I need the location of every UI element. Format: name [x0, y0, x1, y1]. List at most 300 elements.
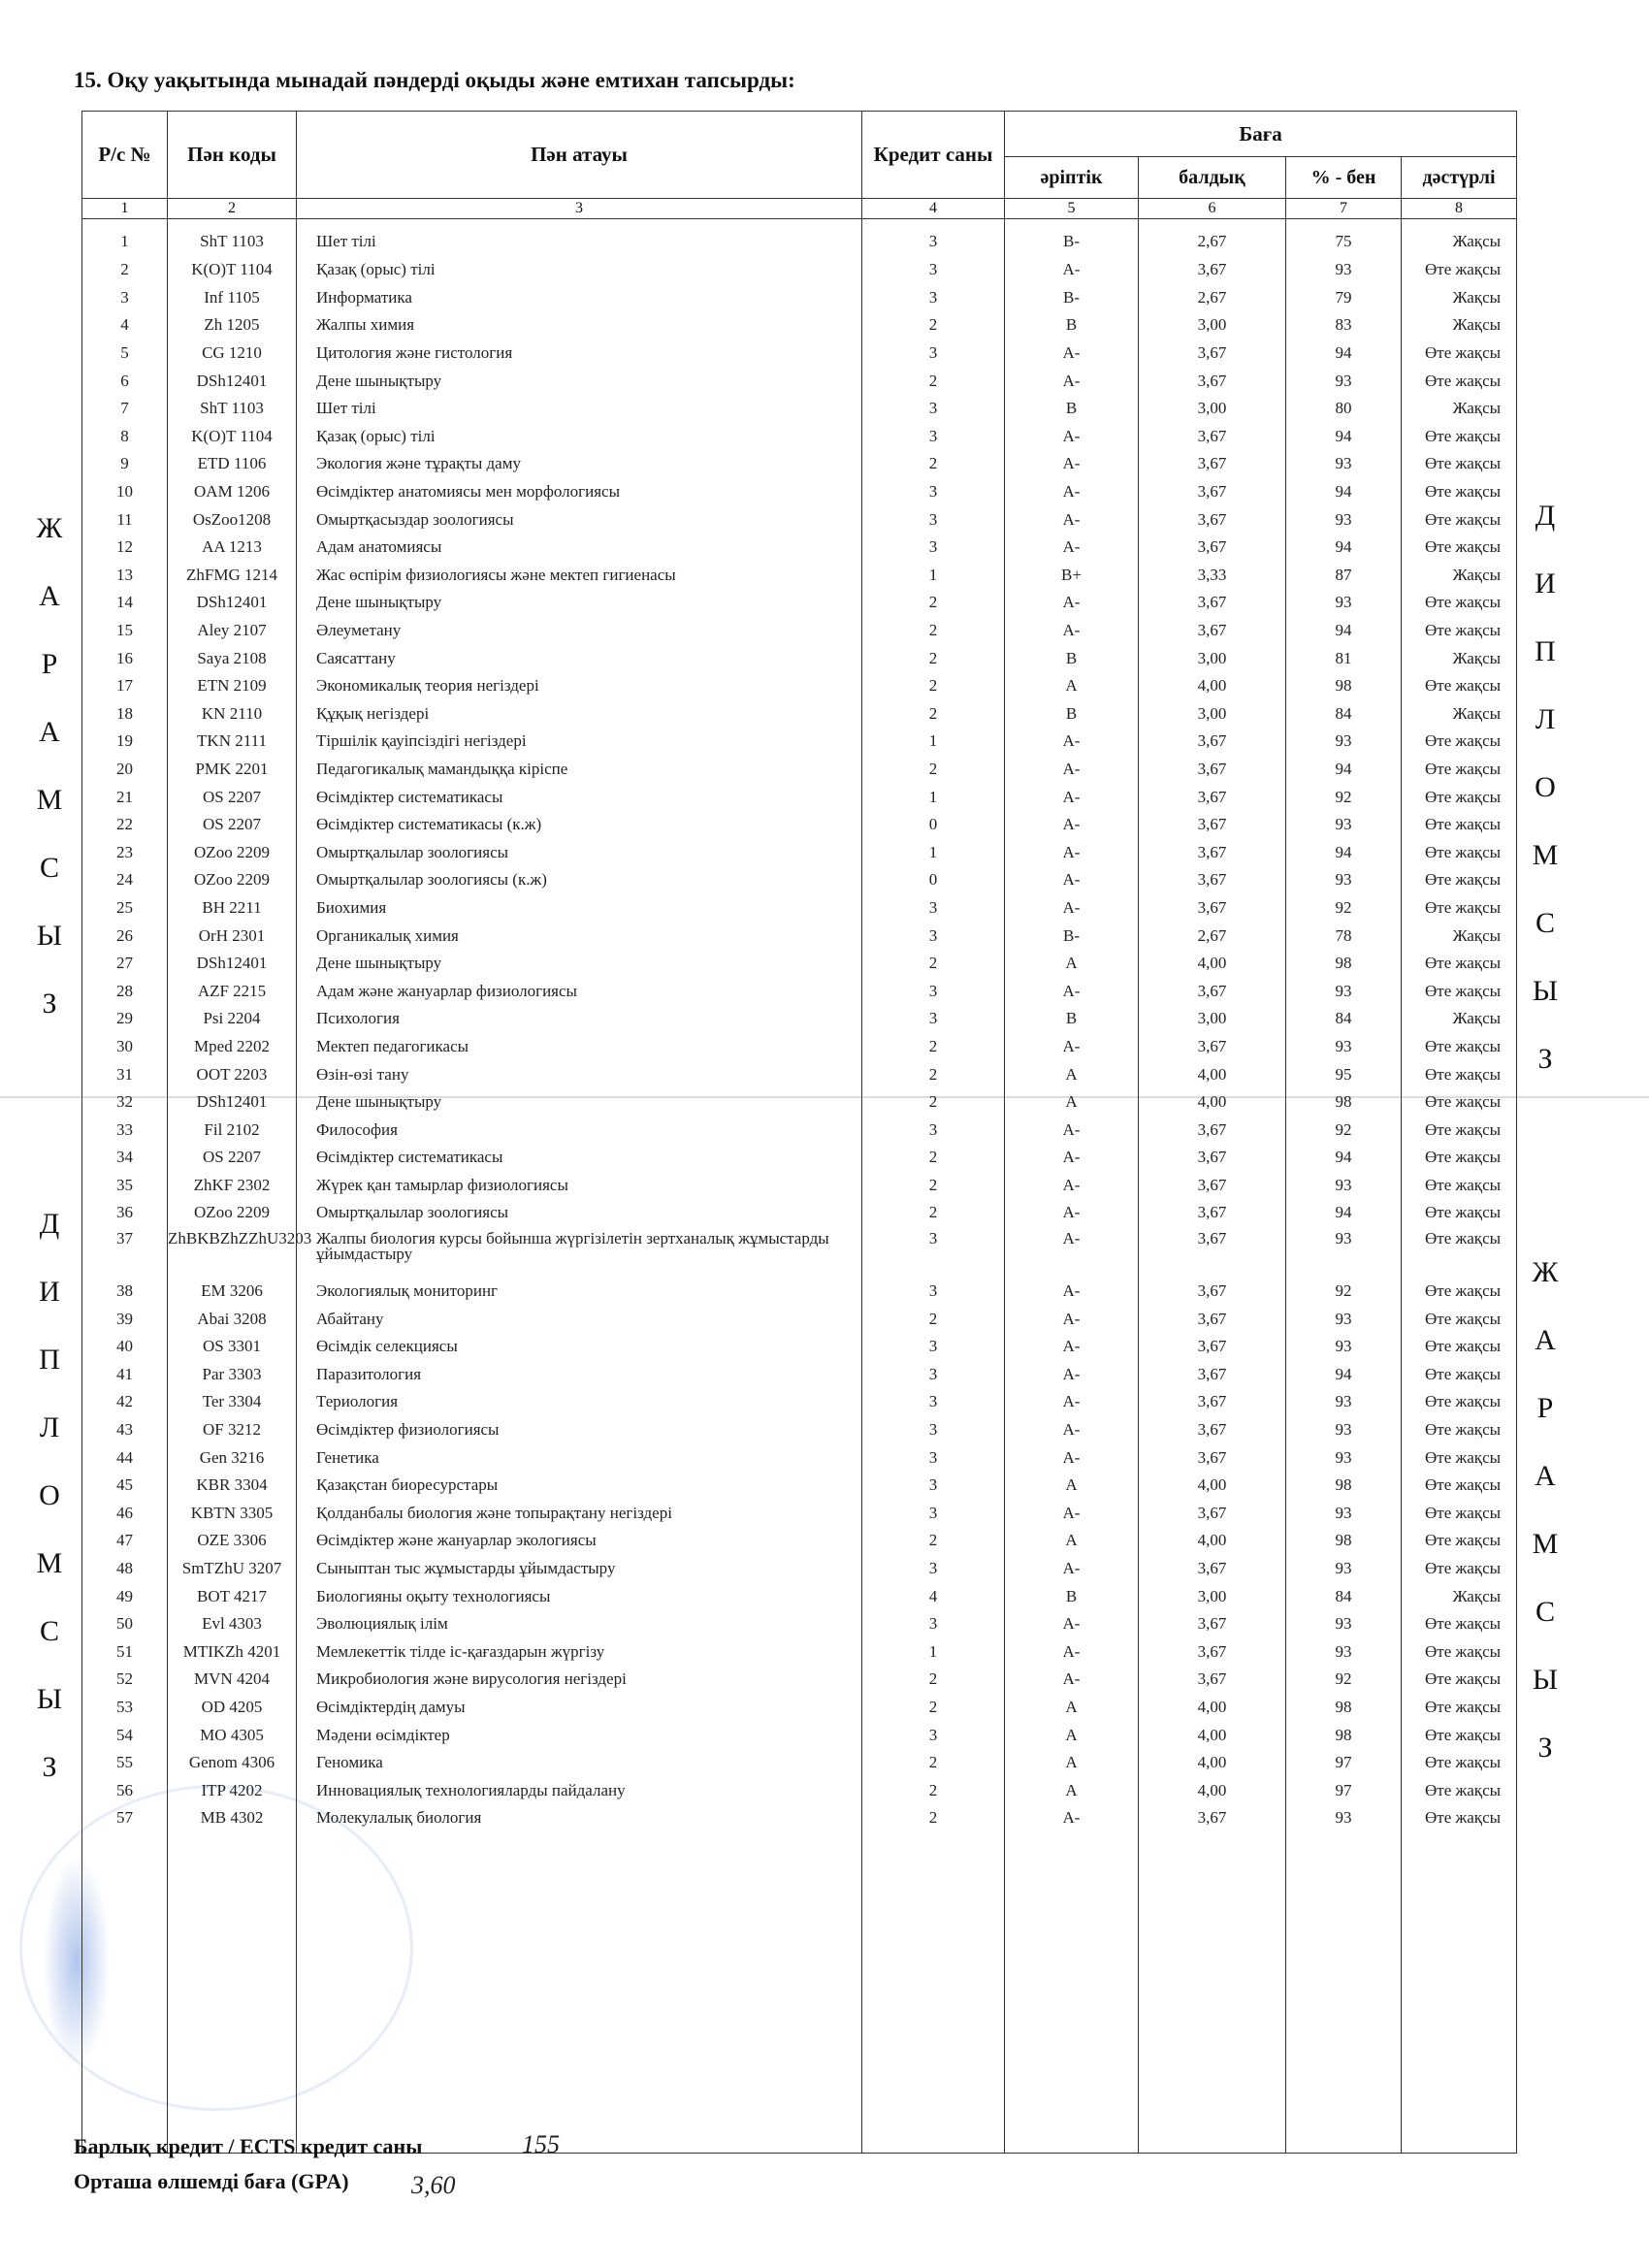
course-name: Паразитология: [297, 1361, 862, 1389]
row-number: 21: [82, 783, 168, 811]
traditional-grade: Өте жақсы: [1402, 1500, 1517, 1528]
watermark-letter: Ж: [1532, 1256, 1561, 1288]
letter-grade: B-: [1005, 219, 1139, 257]
traditional-grade: Өте жақсы: [1402, 1721, 1517, 1749]
watermark-letter: С: [1535, 1596, 1557, 1628]
traditional-grade: Өте жақсы: [1402, 950, 1517, 978]
row-number: 11: [82, 505, 168, 534]
course-code: K(O)T 1104: [168, 423, 297, 451]
row-number: 53: [82, 1694, 168, 1722]
credits: 3: [862, 1227, 1005, 1278]
header-grade: Баға: [1005, 112, 1517, 157]
empty-cell: [1402, 1832, 1517, 2154]
course-code: ITP 4202: [168, 1776, 297, 1804]
row-number: 10: [82, 478, 168, 506]
table-row: [82, 922, 1517, 950]
row-number: 42: [82, 1388, 168, 1416]
watermark-letter: Ы: [36, 1683, 65, 1715]
row-number: 50: [82, 1610, 168, 1638]
course-name: Омыртқалылар зоологиясы: [297, 1199, 862, 1227]
credits: 3: [862, 256, 1005, 284]
table-row: [82, 1776, 1517, 1804]
course-code: OS 2207: [168, 811, 297, 839]
course-name: Цитология және гистология: [297, 340, 862, 368]
table-row: [82, 1116, 1517, 1144]
course-code: KBTN 3305: [168, 1500, 297, 1528]
grade-points: 4,00: [1139, 1776, 1286, 1804]
traditional-grade: Өте жақсы: [1402, 505, 1517, 534]
watermark-letter: Р: [1536, 1392, 1556, 1424]
traditional-grade: Өте жақсы: [1402, 367, 1517, 395]
course-code: OsZoo1208: [168, 505, 297, 534]
letter-grade: A: [1005, 1776, 1139, 1804]
course-code: KN 2110: [168, 700, 297, 729]
letter-grade: A-: [1005, 1638, 1139, 1667]
course-name: Информатика: [297, 284, 862, 312]
credits: 3: [862, 1116, 1005, 1144]
grade-points: 3,67: [1139, 838, 1286, 866]
table-row: [82, 1033, 1517, 1061]
traditional-grade: Өте жақсы: [1402, 534, 1517, 562]
traditional-grade: Өте жақсы: [1402, 1610, 1517, 1638]
watermark-letter: О: [1535, 771, 1558, 803]
course-name: Микробиология және вирусология негіздері: [297, 1666, 862, 1694]
column-number: 8: [1402, 199, 1517, 219]
course-name: Қазақстан биоресурстары: [297, 1472, 862, 1500]
row-number: 52: [82, 1666, 168, 1694]
traditional-grade: Өте жақсы: [1402, 756, 1517, 784]
grade-points: 3,67: [1139, 1555, 1286, 1583]
grade-points: 3,67: [1139, 728, 1286, 756]
table-row: [82, 1582, 1517, 1610]
course-name: Өсімдіктер физиологиясы: [297, 1416, 862, 1444]
course-name: Педагогикалық мамандыққа кіріспе: [297, 756, 862, 784]
table-row: [82, 1666, 1517, 1694]
watermark-letter: Л: [1535, 703, 1558, 735]
letter-grade: A-: [1005, 1388, 1139, 1416]
grade-points: 3,67: [1139, 589, 1286, 617]
traditional-grade: Жақсы: [1402, 700, 1517, 729]
letter-grade: A-: [1005, 1333, 1139, 1361]
grade-points: 4,00: [1139, 1749, 1286, 1777]
traditional-grade: Өте жақсы: [1402, 838, 1517, 866]
course-name: Құқық негіздері: [297, 700, 862, 729]
percent: 93: [1286, 1416, 1402, 1444]
letter-grade: A-: [1005, 505, 1139, 534]
credits: 2: [862, 311, 1005, 340]
watermark-left-top: [31, 512, 70, 1055]
course-code: DSh12401: [168, 950, 297, 978]
course-code: EM 3206: [168, 1278, 297, 1306]
grade-points: 4,00: [1139, 1060, 1286, 1088]
traditional-grade: Жақсы: [1402, 284, 1517, 312]
course-name: Биологияны оқыту технологиясы: [297, 1582, 862, 1610]
credits: 1: [862, 728, 1005, 756]
course-code: OS 2207: [168, 1144, 297, 1172]
credits: 3: [862, 1721, 1005, 1749]
traditional-grade: Өте жақсы: [1402, 617, 1517, 645]
course-code: AZF 2215: [168, 977, 297, 1005]
traditional-grade: Өте жақсы: [1402, 1033, 1517, 1061]
letter-grade: A-: [1005, 838, 1139, 866]
traditional-grade: Өте жақсы: [1402, 1278, 1517, 1306]
percent: 93: [1286, 505, 1402, 534]
course-name: Биохимия: [297, 894, 862, 923]
watermark-letter: А: [39, 580, 62, 612]
table-row: [82, 950, 1517, 978]
letter-grade: B: [1005, 311, 1139, 340]
grade-points: 3,67: [1139, 534, 1286, 562]
course-code: K(O)T 1104: [168, 256, 297, 284]
empty-cell: [82, 1832, 168, 2154]
empty-cell: [168, 1832, 297, 2154]
percent: 92: [1286, 1116, 1402, 1144]
table-row: [82, 219, 1517, 257]
watermark-letter: М: [36, 1547, 65, 1579]
credits: 3: [862, 340, 1005, 368]
percent: 87: [1286, 562, 1402, 590]
course-code: Inf 1105: [168, 284, 297, 312]
letter-grade: A-: [1005, 1199, 1139, 1227]
row-number: 28: [82, 977, 168, 1005]
column-number: 4: [862, 199, 1005, 219]
header-letter: әріптік: [1005, 157, 1139, 199]
course-code: Psi 2204: [168, 1005, 297, 1033]
course-name: Саясаттану: [297, 644, 862, 672]
letter-grade: A: [1005, 1694, 1139, 1722]
course-name: Генетика: [297, 1443, 862, 1472]
course-code: ZhFMG 1214: [168, 562, 297, 590]
course-code: ShT 1103: [168, 219, 297, 257]
traditional-grade: Өте жақсы: [1402, 589, 1517, 617]
percent: 93: [1286, 1804, 1402, 1832]
credits: 2: [862, 756, 1005, 784]
letter-grade: A-: [1005, 1116, 1139, 1144]
grade-points: 3,67: [1139, 894, 1286, 923]
traditional-grade: Өте жақсы: [1402, 1060, 1517, 1088]
course-name: Дене шынықтыру: [297, 1088, 862, 1117]
course-name: Геномика: [297, 1749, 862, 1777]
header-percent: % - бен: [1286, 157, 1402, 199]
credits: 2: [862, 1033, 1005, 1061]
percent: 93: [1286, 1443, 1402, 1472]
grade-points: 3,67: [1139, 1199, 1286, 1227]
watermark-letter: Ж: [36, 512, 65, 544]
course-name: Өсімдіктер систематикасы (к.ж): [297, 811, 862, 839]
course-name: Экология және тұрақты даму: [297, 450, 862, 478]
course-code: OZoo 2209: [168, 838, 297, 866]
course-code: TKN 2111: [168, 728, 297, 756]
letter-grade: A-: [1005, 728, 1139, 756]
credits: 3: [862, 1416, 1005, 1444]
letter-grade: A-: [1005, 1555, 1139, 1583]
watermark-letter: Д: [39, 1208, 62, 1240]
percent: 94: [1286, 756, 1402, 784]
grade-points: 3,67: [1139, 617, 1286, 645]
credits: 3: [862, 1278, 1005, 1306]
empty-cell: [1005, 1832, 1139, 2154]
table-row: [82, 1610, 1517, 1638]
column-number: 7: [1286, 199, 1402, 219]
percent: 83: [1286, 311, 1402, 340]
letter-grade: A-: [1005, 589, 1139, 617]
percent: 94: [1286, 1144, 1402, 1172]
course-code: ZhKF 2302: [168, 1172, 297, 1200]
watermark-letter: И: [1535, 567, 1558, 599]
letter-grade: B: [1005, 395, 1139, 423]
letter-grade: A-: [1005, 423, 1139, 451]
table-row: [82, 617, 1517, 645]
grade-points: 3,00: [1139, 700, 1286, 729]
row-number: 15: [82, 617, 168, 645]
traditional-grade: Өте жақсы: [1402, 977, 1517, 1005]
grade-points: 4,00: [1139, 950, 1286, 978]
row-number: 23: [82, 838, 168, 866]
course-name: Дене шынықтыру: [297, 367, 862, 395]
percent: 92: [1286, 894, 1402, 923]
grade-points: 3,00: [1139, 1582, 1286, 1610]
watermark-left-bottom: [31, 1208, 70, 1819]
percent: 94: [1286, 478, 1402, 506]
traditional-grade: Жақсы: [1402, 1005, 1517, 1033]
credits: 2: [862, 1776, 1005, 1804]
table-row: [82, 811, 1517, 839]
percent: 79: [1286, 284, 1402, 312]
credits: 2: [862, 950, 1005, 978]
table-row: [82, 1172, 1517, 1200]
course-name: Молекулалық биология: [297, 1804, 862, 1832]
letter-grade: A-: [1005, 1278, 1139, 1306]
percent: 93: [1286, 367, 1402, 395]
letter-grade: B+: [1005, 562, 1139, 590]
traditional-grade: Өте жақсы: [1402, 1472, 1517, 1500]
grade-points: 3,67: [1139, 1638, 1286, 1667]
percent: 92: [1286, 1278, 1402, 1306]
percent: 94: [1286, 1199, 1402, 1227]
empty-cell: [862, 1832, 1005, 2154]
letter-grade: A: [1005, 1721, 1139, 1749]
percent: 92: [1286, 783, 1402, 811]
grade-points: 3,67: [1139, 866, 1286, 894]
course-code: PMK 2201: [168, 756, 297, 784]
percent: 93: [1286, 866, 1402, 894]
course-code: ETN 2109: [168, 672, 297, 700]
table-row: [82, 644, 1517, 672]
watermark-letter: Ы: [1532, 975, 1561, 1007]
row-number: 16: [82, 644, 168, 672]
watermark-letter: З: [42, 988, 59, 1020]
course-code: KBR 3304: [168, 1472, 297, 1500]
credits: 3: [862, 423, 1005, 451]
traditional-grade: Өте жақсы: [1402, 1227, 1517, 1278]
row-number: 45: [82, 1472, 168, 1500]
course-code: Abai 3208: [168, 1305, 297, 1333]
percent: 98: [1286, 1694, 1402, 1722]
credits: 2: [862, 1527, 1005, 1555]
course-code: AA 1213: [168, 534, 297, 562]
credits: 3: [862, 1500, 1005, 1528]
watermark-letter: Д: [1535, 500, 1558, 532]
table-row: [82, 728, 1517, 756]
grade-points: 4,00: [1139, 1694, 1286, 1722]
percent: 98: [1286, 950, 1402, 978]
course-code: SmTZhU 3207: [168, 1555, 297, 1583]
course-code: ShT 1103: [168, 395, 297, 423]
grade-points: 3,67: [1139, 478, 1286, 506]
course-name: Дене шынықтыру: [297, 950, 862, 978]
percent: 97: [1286, 1749, 1402, 1777]
table-row: [82, 977, 1517, 1005]
traditional-grade: Өте жақсы: [1402, 423, 1517, 451]
grade-points: 3,67: [1139, 1804, 1286, 1832]
letter-grade: A-: [1005, 1666, 1139, 1694]
grade-points: 3,67: [1139, 1361, 1286, 1389]
letter-grade: A-: [1005, 1500, 1139, 1528]
grades-table: [81, 111, 1517, 2154]
credits: 4: [862, 1582, 1005, 1610]
watermark-letter: А: [39, 716, 62, 748]
grade-points: 3,67: [1139, 450, 1286, 478]
watermark-letter: С: [39, 1615, 61, 1647]
table-row: [82, 1416, 1517, 1444]
table-row: [82, 1060, 1517, 1088]
row-number: 24: [82, 866, 168, 894]
percent: 98: [1286, 1721, 1402, 1749]
course-code: OZoo 2209: [168, 866, 297, 894]
row-number: 19: [82, 728, 168, 756]
course-name: Өсімдіктер анатомиясы мен морфологиясы: [297, 478, 862, 506]
letter-grade: A: [1005, 950, 1139, 978]
course-name: Қазақ (орыс) тілі: [297, 256, 862, 284]
course-name: Омыртқасыздар зоологиясы: [297, 505, 862, 534]
credits: 2: [862, 1749, 1005, 1777]
credits: 0: [862, 811, 1005, 839]
grade-points: 2,67: [1139, 922, 1286, 950]
course-name: Мектеп педагогикасы: [297, 1033, 862, 1061]
credits: 1: [862, 1638, 1005, 1667]
traditional-grade: Өте жақсы: [1402, 728, 1517, 756]
letter-grade: A-: [1005, 617, 1139, 645]
percent: 93: [1286, 728, 1402, 756]
traditional-grade: Өте жақсы: [1402, 450, 1517, 478]
traditional-grade: Өте жақсы: [1402, 1305, 1517, 1333]
grade-points: 3,67: [1139, 1227, 1286, 1278]
watermark-letter: З: [1537, 1732, 1555, 1764]
header-name: Пән атауы: [297, 112, 862, 199]
table-row: [82, 1638, 1517, 1667]
table-row: [82, 1443, 1517, 1472]
credits: 2: [862, 644, 1005, 672]
row-number: 31: [82, 1060, 168, 1088]
letter-grade: A-: [1005, 1610, 1139, 1638]
row-number: 18: [82, 700, 168, 729]
credits: 2: [862, 1199, 1005, 1227]
traditional-grade: Өте жақсы: [1402, 340, 1517, 368]
credits: 2: [862, 1305, 1005, 1333]
watermark-letter: П: [1535, 635, 1558, 667]
percent: 98: [1286, 1088, 1402, 1117]
traditional-grade: Өте жақсы: [1402, 1088, 1517, 1117]
table-row: [82, 1804, 1517, 1832]
letter-grade: A-: [1005, 894, 1139, 923]
course-name: Шет тілі: [297, 219, 862, 257]
course-code: MO 4305: [168, 1721, 297, 1749]
course-name: Териология: [297, 1388, 862, 1416]
grade-points: 3,67: [1139, 1666, 1286, 1694]
grade-points: 3,67: [1139, 423, 1286, 451]
grade-points: 4,00: [1139, 672, 1286, 700]
course-code: Saya 2108: [168, 644, 297, 672]
letter-grade: A-: [1005, 1804, 1139, 1832]
letter-grade: A-: [1005, 1443, 1139, 1472]
grade-points: 3,00: [1139, 395, 1286, 423]
grade-points: 3,67: [1139, 756, 1286, 784]
traditional-grade: Жақсы: [1402, 311, 1517, 340]
letter-grade: A-: [1005, 450, 1139, 478]
grade-points: 3,67: [1139, 1610, 1286, 1638]
credits: 1: [862, 783, 1005, 811]
percent: 98: [1286, 672, 1402, 700]
credits: 3: [862, 478, 1005, 506]
course-name: Абайтану: [297, 1305, 862, 1333]
traditional-grade: Өте жақсы: [1402, 1694, 1517, 1722]
credits: 3: [862, 1472, 1005, 1500]
grade-points: 3,67: [1139, 256, 1286, 284]
watermark-letter: М: [1532, 839, 1561, 871]
course-name: Мәдени өсімдіктер: [297, 1721, 862, 1749]
table-row: [82, 1388, 1517, 1416]
traditional-grade: Өте жақсы: [1402, 1199, 1517, 1227]
table-row: [82, 672, 1517, 700]
grade-points: 2,67: [1139, 284, 1286, 312]
course-code: Aley 2107: [168, 617, 297, 645]
row-number: 26: [82, 922, 168, 950]
letter-grade: B-: [1005, 284, 1139, 312]
watermark-letter: Р: [41, 648, 60, 680]
course-name: Жалпы биология курсы бойынша жүргізілетін зертханалық жұмыстарды ұйымдастыру: [297, 1227, 862, 1278]
table-row: [82, 1227, 1517, 1278]
percent: 93: [1286, 1305, 1402, 1333]
row-number: 43: [82, 1416, 168, 1444]
table-row: [82, 756, 1517, 784]
letter-grade: A-: [1005, 1305, 1139, 1333]
course-code: Mped 2202: [168, 1033, 297, 1061]
row-number: 49: [82, 1582, 168, 1610]
grade-points: 3,67: [1139, 1278, 1286, 1306]
course-name: Жас өспірім физиологиясы және мектеп гигиенасы: [297, 562, 862, 590]
traditional-grade: Өте жақсы: [1402, 672, 1517, 700]
course-name: Эволюциялық ілім: [297, 1610, 862, 1638]
table-row: [82, 311, 1517, 340]
course-code: OS 2207: [168, 783, 297, 811]
header-code: Пән коды: [168, 112, 297, 199]
empty-cell: [297, 1832, 862, 2154]
traditional-grade: Өте жақсы: [1402, 783, 1517, 811]
table-row: [82, 1144, 1517, 1172]
course-code: OZoo 2209: [168, 1199, 297, 1227]
course-name: Қолданбалы биология және топырақтану негіздері: [297, 1500, 862, 1528]
row-number: 47: [82, 1527, 168, 1555]
traditional-grade: Өте жақсы: [1402, 256, 1517, 284]
watermark-letter: А: [1535, 1324, 1558, 1356]
course-name: Органикалық химия: [297, 922, 862, 950]
watermark-right-top: [1527, 500, 1566, 1111]
empty-cell: [1286, 1832, 1402, 2154]
traditional-grade: Өте жақсы: [1402, 894, 1517, 923]
percent: 81: [1286, 644, 1402, 672]
grade-points: 3,00: [1139, 311, 1286, 340]
course-code: MVN 4204: [168, 1666, 297, 1694]
